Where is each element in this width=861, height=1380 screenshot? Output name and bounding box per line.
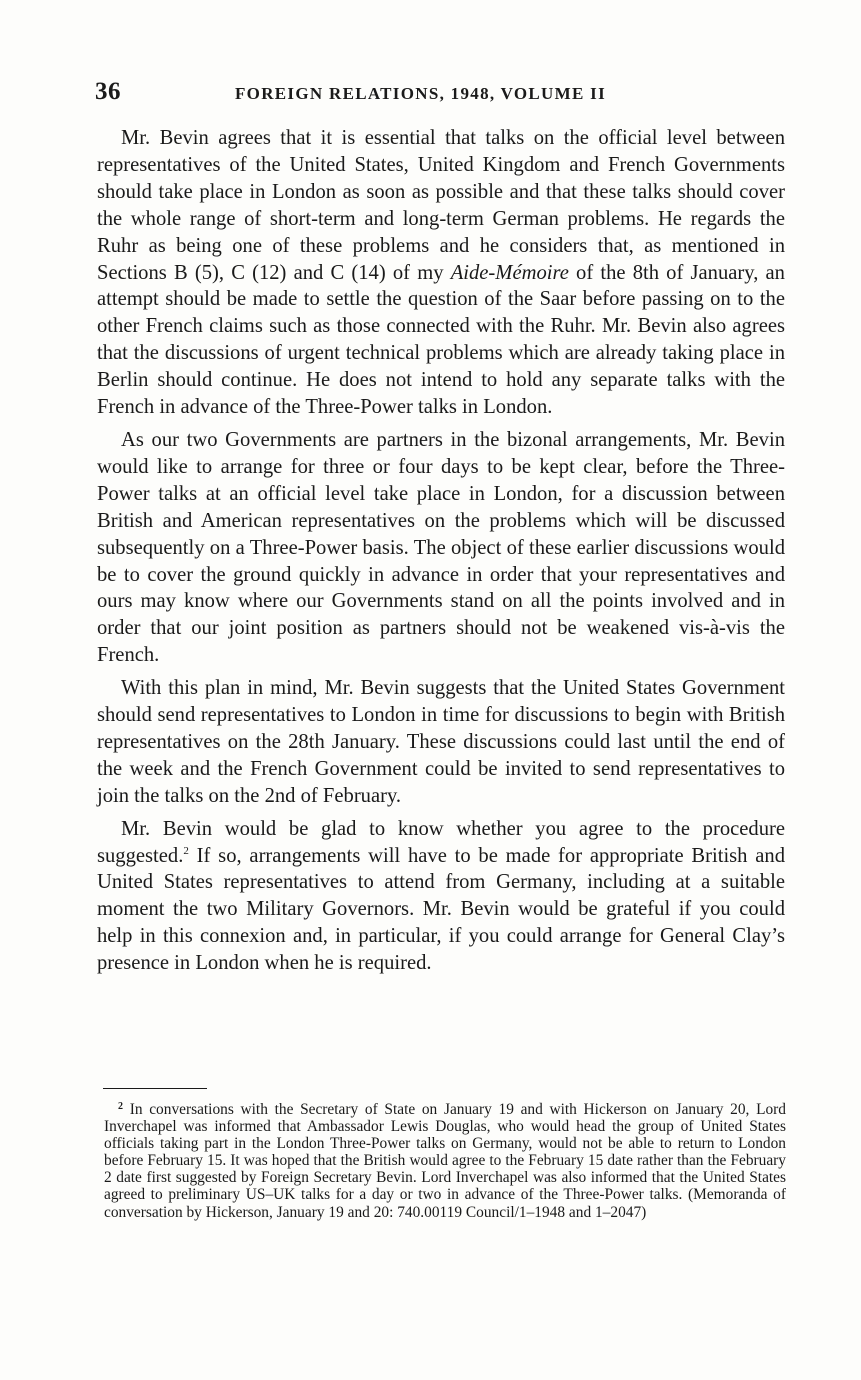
page-number: 36 [95, 78, 121, 105]
aide-memoire-title: Aide-Mémoire [450, 261, 569, 284]
footnote-reference[interactable]: 2 [183, 844, 189, 857]
body-text [97, 125, 785, 983]
footnote-mark: 2 [118, 1101, 123, 1112]
footnote-text: In conversations with the Secretary of State on January 19 and with Hickerson on January 20, Lord Inverchapel was informed that Ambassador Lewis Douglas, who would head the group of United States officials taking part in the London Three-Power talks on Germany, would not be able to return to London before February 15. It was hoped that the British would agree to the February 15 date rather than the February 2 date first suggested by Foreign Secretary Bevin. Lord Inverchapel was also informed that the United States agreed to preliminary US–UK talks for a day or two in advance of the Three-Power talks. (Memoranda of conversation by Hickerson, January 19 and 20: 740.00119 Council/1–1948 and 1–2047) [104, 1101, 786, 1221]
footnote [104, 1098, 786, 1221]
paragraph-4 [97, 816, 785, 977]
header-title: FOREIGN RELATIONS, 1948, VOLUME II [235, 84, 607, 103]
paragraph-1-continuation: of the 8th of January, an attempt should be made to settle the question of the Saar before passing on to the other French claims such as those connected with the Ruhr. Mr. Bevin also agrees that the discussions of urgent technical problems which are already taking place in Berlin should continue. He does not intend to hold any separate talks with the French in advance of the Three-Power talks in London. [97, 261, 785, 419]
paragraph-1-text: Mr. Bevin agrees that it is essential that talks on the official level between representatives of the United States, United Kingdom and French Governments should take place in London as soon as possible and that these talks should cover the whole range of short-term and long-term German problems. He regards the Ruhr as being one of these problems and he considers that, as mentioned in Sections B (5), C (12) and C (14) of my [97, 127, 785, 284]
paragraph-4-text-after: If so, arrangements will have to be made for appropriate British and United States representatives to attend from Germany, including at a suitable moment the two Military Governors. Mr. Bevin would be grateful if you could help in this connexion and, in particular, if you could arrange for General Clay’s presence in London when he is required. [97, 844, 785, 975]
running-header [95, 78, 785, 110]
paragraph-2: As our two Governments are partners in the bizonal arrangements, Mr. Bevin would like to arrange for three or four days to be kept clear, before the Three-Power talks at an official level take place in London, for a discussion between British and American representatives on the problems which will be discussed subsequently on a Three-Power basis. The object of these earlier discussions would be to cover the ground quickly in advance in order that your representatives and ours may know where our Governments stand on all the points involved and in order that our joint position as partners should not be weakened vis-à-vis the French. [97, 428, 785, 667]
paragraph-1 [97, 125, 785, 421]
paragraph-3: With this plan in mind, Mr. Bevin suggests that the United States Government should send representatives to London in time for discussions to begin with British representatives on the 28th January. These discussions could last until the end of the week and the French Government could be invited to send representatives to join the talks on the 2nd of February. [97, 677, 785, 807]
footnote-divider [103, 1088, 207, 1089]
paragraph-4-text-before: Mr. Bevin would be glad to know whether you agree to the procedure suggested. [97, 817, 785, 867]
